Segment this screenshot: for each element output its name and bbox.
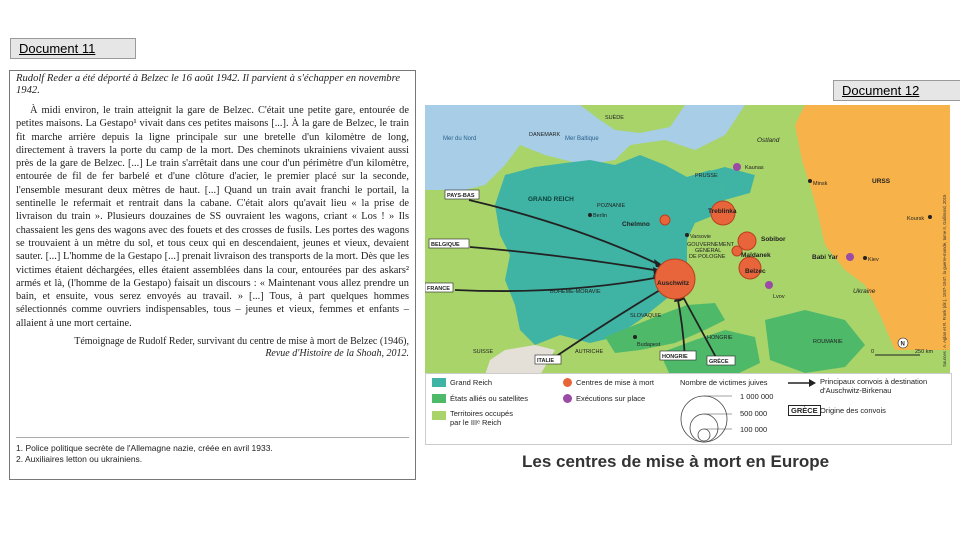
legend-v2: 500 000	[740, 409, 768, 418]
label-babi-yar: Babi Yar	[812, 254, 838, 261]
label-grand-reich: GRAND REICH	[528, 196, 574, 203]
label-minsk: Minsk	[813, 181, 828, 187]
label-italie: ITALIE	[537, 358, 555, 364]
legend-circles	[674, 388, 734, 444]
label-budapest: Budapest	[637, 342, 661, 348]
map-svg	[425, 105, 950, 375]
document-11-label: Document 11	[10, 38, 136, 59]
lvov-execution	[765, 281, 773, 289]
legend-allies: États alliés ou satellites	[450, 394, 528, 403]
source-line-1: Témoignage de Rudolf Reder, survivant du centre de mise à mort de Belzec (1946),	[74, 336, 409, 348]
label-auschwitz: Auschwitz	[657, 280, 690, 287]
legend-swatch-grand-reich	[432, 378, 446, 387]
label-belgique: BELGIQUE	[431, 242, 460, 248]
document-11-intro: Rudolf Reder a été déporté à Belzec le 16 août 1942. Il parvient à s'échapper en novembre 1942.	[16, 73, 401, 96]
legend-execution-dot	[563, 394, 572, 403]
label-suede: SUÈDE	[605, 115, 624, 121]
label-grece-origin: GRÈCE	[709, 359, 729, 365]
label-maidanek: Maïdanek	[741, 252, 771, 259]
document-12-label: Document 12	[833, 80, 960, 101]
label-de-pologne: DE POLOGNE	[689, 254, 726, 260]
document-11-body	[10, 97, 415, 330]
label-sobibor: Sobibor	[761, 236, 786, 243]
legend-arrow-icon	[788, 379, 816, 387]
babi-yar-execution	[846, 253, 854, 261]
label-kaunas: Kaunas	[745, 165, 764, 171]
document-11-source	[10, 330, 415, 360]
europe-map	[425, 105, 950, 375]
footnote-1: 1. Police politique secrète de l'Allemagne nazie, créée en avril 1933.	[16, 443, 273, 453]
label-suisse: SUISSE	[473, 349, 494, 355]
legend-origine: Origine des convois	[820, 406, 886, 415]
document-11-textbox	[9, 70, 416, 480]
label-poznanie: POZNANIE	[597, 203, 626, 209]
label-chelmno: Chelmno	[622, 221, 650, 228]
scale-250: 250 km	[915, 349, 934, 355]
map-legend	[425, 373, 952, 445]
label-prusse: PRUSSE	[695, 173, 718, 179]
compass-icon	[898, 338, 908, 348]
label-roumanie: ROUMANIE	[813, 339, 843, 345]
label-berlin: Berlin	[593, 213, 608, 219]
legend-swatch-occupied	[432, 411, 446, 420]
label-hongrie-origin: HONGRIE	[662, 354, 688, 360]
label-urss: URSS	[872, 178, 891, 185]
legend-v3: 100 000	[740, 425, 768, 434]
label-ostland: Ostland	[757, 137, 780, 144]
label-hongrie: HONGRIE	[707, 335, 733, 341]
legend-victimes-title: Nombre de victimes juives	[680, 378, 768, 387]
label-pays-bas: PAYS-BAS	[447, 193, 475, 199]
label-lvov: Lvov	[773, 294, 785, 300]
legend-convois-1: Principaux convois à destination	[820, 377, 928, 386]
chelmno-circle	[660, 215, 670, 225]
label-ukraine: Ukraine	[853, 288, 876, 295]
legend-executions: Exécutions sur place	[576, 394, 646, 403]
label-varsovie: Varsovie	[690, 234, 711, 240]
testimony-paragraph: À midi environ, le train atteignit la gare de Belzec. C'était une petite gare, entourée de petites maisons. La Gestapo¹ vivait dans ces petites maisons [...]. À la gare de Belzec, le train fit marche arrière depuis la ligne principale sur une bretelle d'un kilomètre de long, directement à travers la porte du camp de la mort. Des cheminots ukrainiens vivaient aussi près de la gare de Belzec. [...] Le train s'arrêtait dans une cour d'un périmètre d'un kilomètre, entourée de fil de fer barbelé et d'une clôture d'acier, le premier placé sur la seconde, l'ensemble mesurant deux mètres de haut. [...] Quand un train avait franchi le portail, la sentinelle le refermait et rentrait dans la cabane. C'était alors qu'avait lieu « la prise de livraison du train ». Plusieurs douzaines de SS ouvraient les wagons, criant « Los ! » Ils chassaient les gens des wagons avec des fouets et des crosses de fusils. Les portes des wagons se trouvaient à un mètre du sol, et tous ceux qui en descendaient, jeunes et vieux, devaient sauter. [...] L'homme de la Gestapo [...] prenait livraison des transports de la mort. Dès que les victimes étaient déchargées, elles étaient assemblées dans la cour, entourées par des askars² armés et là, (l'homme de la Gestapo) faisait un discours : « Maintenant vous allez prendre un bain, et ensuite, vous serez envoyés au travail. » [...] Tous, à part quelques hommes sélectionnés comme ouvriers indispensables, tous – jeunes et vieux, femmes et enfants – allaient à une mort certaine.	[16, 105, 409, 329]
label-general: GÉNÉRAL	[695, 248, 722, 254]
kaunas-execution	[733, 163, 741, 171]
source-line-2: Revue d'Histoire de la Shoah, 2012.	[265, 348, 409, 360]
legend-territoires-2: par le IIIᵉ Reich	[450, 418, 502, 427]
legend-swatch-allies	[432, 394, 446, 403]
label-gouvernement: GOUVERNEMENT	[687, 242, 735, 248]
map-credit: Sources : A. Aglan et R. Frank (dir.), 1937-1947, la guerre-monde, tome II, Gallimard, 2015	[942, 194, 947, 367]
map-caption: Les centres de mise à mort en Europe	[522, 452, 830, 471]
footnote-2: 2. Auxiliaires letton ou ukrainiens.	[16, 454, 143, 464]
auschwitz-circle	[655, 259, 695, 299]
label-danemark: DANEMARK	[529, 132, 561, 138]
compass-n: N	[900, 341, 905, 348]
legend-territoires-1: Territoires occupés	[450, 409, 513, 418]
legend-convois-2: d'Auschwitz-Birkenau	[820, 386, 892, 395]
label-belzec: Belzec	[745, 268, 766, 275]
legend-v1: 1 000 000	[740, 392, 774, 401]
legend-grand-reich: Grand Reich	[450, 378, 493, 387]
label-boheme: BOHÊME-MORAVIE	[550, 289, 601, 295]
label-kiev: Kiev	[868, 257, 879, 263]
label-treblinka: Treblinka	[708, 208, 737, 215]
scale-0: 0	[871, 349, 875, 355]
label-mer-baltique: Mer Baltique	[565, 136, 599, 142]
label-mer-du-nord: Mer du Nord	[443, 136, 477, 142]
legend-grece-box: GRÈCE	[788, 405, 821, 416]
legend-centre-dot	[563, 378, 572, 387]
label-france: FRANCE	[427, 286, 450, 292]
document-11-footnotes	[16, 437, 409, 465]
legend-centres: Centres de mise à mort	[576, 378, 654, 387]
label-slovaquie: SLOVAQUIE	[630, 313, 662, 319]
label-autriche: AUTRICHE	[575, 349, 604, 355]
label-koursk: Koursk	[907, 216, 925, 222]
